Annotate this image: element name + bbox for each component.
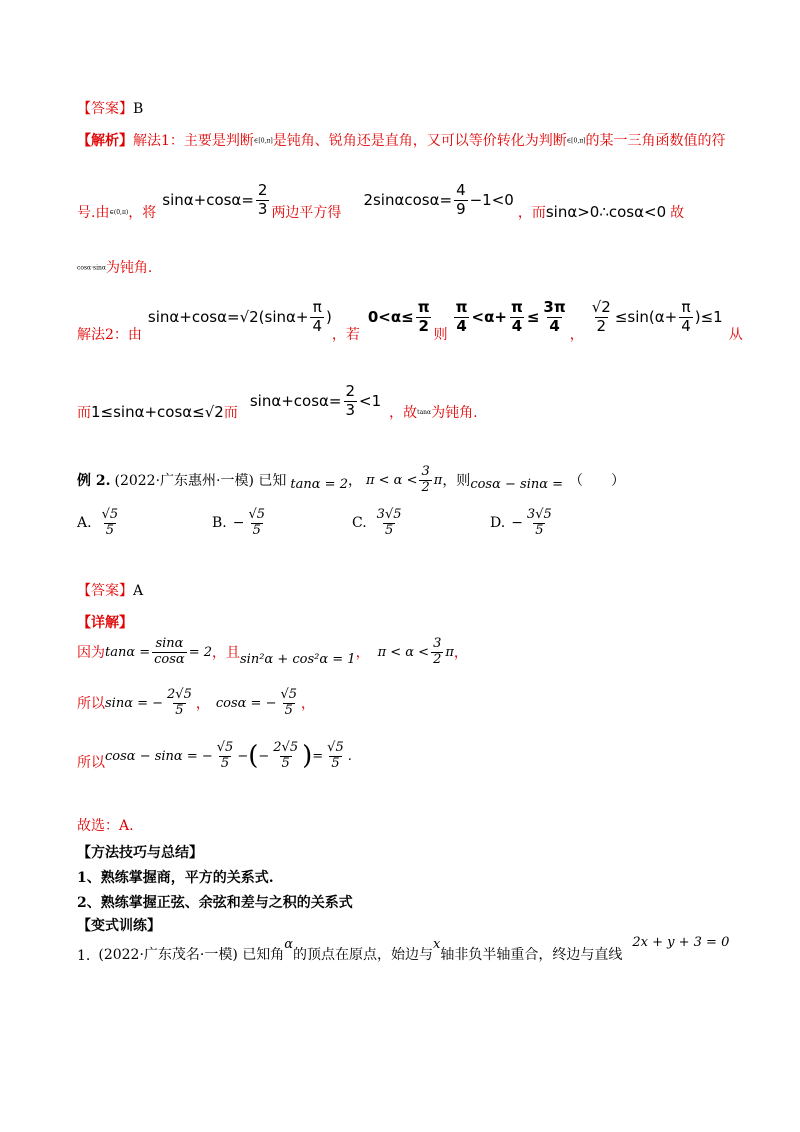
equation: ) xyxy=(326,308,332,326)
detail-text: 所以 xyxy=(77,696,105,713)
analysis-text: 解法1：主要是判断 xyxy=(133,133,254,149)
answer-label: 【答案】 xyxy=(77,101,133,117)
example2-stem xyxy=(77,465,625,496)
frac-den: 5 xyxy=(175,702,184,718)
inline-math: ∈(0,π) xyxy=(109,208,129,216)
question-text: (2022·广东茂名·一模) 已知角 xyxy=(98,947,285,963)
inline-math: tanα xyxy=(417,408,432,416)
choice-letter: B. xyxy=(212,515,227,532)
frac-den: 5 xyxy=(220,755,230,771)
answer-value: B xyxy=(133,101,144,117)
frac-num: 2 xyxy=(345,382,356,401)
equation: − xyxy=(237,748,249,764)
method2-line-2 xyxy=(77,380,478,422)
analysis-text: ，若 xyxy=(331,327,360,343)
frac-den: 5 xyxy=(105,522,114,538)
answer-value: A xyxy=(133,583,144,599)
question-number: 1. xyxy=(77,948,91,964)
analysis-text: 从 xyxy=(728,327,743,343)
inline-math: 2x + y + 3 = 0 xyxy=(632,935,730,950)
frac-num: √5 xyxy=(248,507,266,522)
equation: ≤ xyxy=(526,308,540,326)
frac-den: 2 xyxy=(596,316,607,335)
answer-line-1 xyxy=(77,98,143,118)
example-text: ，则 xyxy=(442,473,471,490)
frac-num: √5 xyxy=(101,507,119,522)
analysis-text: 解法2：由 xyxy=(77,327,142,343)
inline-math: α xyxy=(284,937,294,952)
inline-math: ∈[0,π] xyxy=(253,137,273,145)
equation: 1≤sinα+cosα≤√2 xyxy=(91,403,224,421)
equation: π xyxy=(445,644,454,660)
fraction xyxy=(278,688,299,719)
equation: 0<α≤ xyxy=(367,308,414,326)
frac-den: 3 xyxy=(345,400,356,419)
fraction xyxy=(454,182,468,218)
analysis-line-2 xyxy=(77,178,684,222)
frac-den: 5 xyxy=(535,522,544,538)
equation: . xyxy=(347,748,352,764)
analysis-text: 而 xyxy=(223,405,238,421)
practice-question-1 xyxy=(77,935,730,964)
detail-line-3 xyxy=(77,740,352,772)
frac-num: √2 xyxy=(591,298,611,317)
frac-num: sinα xyxy=(155,636,184,651)
equation: π < α < xyxy=(377,644,430,660)
frac-den: 9 xyxy=(456,199,466,218)
fraction xyxy=(246,508,267,539)
frac-den: 5 xyxy=(284,702,293,718)
frac-num: 3√5 xyxy=(376,507,402,522)
frac-den: 4 xyxy=(681,316,691,335)
fraction xyxy=(419,465,431,496)
fraction xyxy=(541,299,567,335)
summary-item-2: 2、熟练掌握正弦、余弦和差与之积的关系式 xyxy=(77,895,353,911)
question-text: 轴非负半轴重合，终边与直线 xyxy=(440,947,623,963)
choice-c[interactable] xyxy=(352,508,406,539)
choice-letter: C. xyxy=(352,515,367,532)
frac-num: 3π xyxy=(543,298,566,317)
method2-line xyxy=(77,290,743,344)
equation: = xyxy=(312,748,324,764)
detail-text: 所以 xyxy=(77,755,105,771)
equation: ≤sin(α+ xyxy=(614,308,678,326)
fraction xyxy=(256,182,270,218)
frac-num: 3√5 xyxy=(526,507,552,522)
fraction xyxy=(271,741,300,772)
practice-title: 【变式训练】 xyxy=(77,918,161,934)
analysis-text: ， xyxy=(569,327,584,343)
fraction xyxy=(431,637,443,668)
answer-label: 【答案】 xyxy=(77,583,133,599)
inline-math: cosα·sinα xyxy=(77,264,106,272)
detail-text: ，且 xyxy=(212,645,241,662)
equation: = 2 xyxy=(188,644,213,660)
frac-num: 2√5 xyxy=(273,739,299,755)
frac-num: 3 xyxy=(421,464,430,479)
analysis-text: 而 xyxy=(77,405,91,421)
equation: cosα = − xyxy=(215,695,277,711)
equation: sinα = − xyxy=(105,695,164,711)
frac-num: 4 xyxy=(456,181,466,200)
frac-num: 2√5 xyxy=(167,687,192,702)
analysis-line-3 xyxy=(77,257,152,277)
fraction xyxy=(525,508,554,539)
equation: − xyxy=(258,748,270,764)
detail-line-2 xyxy=(77,688,315,719)
analysis-text: ，而 xyxy=(517,205,546,221)
frac-den: 5 xyxy=(331,755,340,771)
equation: sinα+cosα=√2(sinα+ xyxy=(147,308,309,326)
analysis-text: 为钝角. xyxy=(105,260,153,276)
paren: ( xyxy=(248,741,259,771)
frac-num: 2 xyxy=(257,181,268,200)
choice-sign: − xyxy=(232,515,245,532)
frac-num: √5 xyxy=(327,739,344,755)
frac-den: 4 xyxy=(511,316,523,335)
analysis-text: 则 xyxy=(433,327,448,343)
frac-den: 5 xyxy=(384,522,394,538)
equation: sinα>0∴cosα<0 xyxy=(545,203,667,221)
frac-den: 5 xyxy=(252,522,261,538)
frac-num: 3 xyxy=(433,636,442,651)
paren: ) xyxy=(302,741,313,771)
example-text: (2022·广东惠州·一模) 已知 xyxy=(114,473,287,490)
analysis-text: 为钝角. xyxy=(431,405,478,421)
equation: π < α < xyxy=(365,472,418,488)
fraction xyxy=(325,741,346,772)
example-text: ， xyxy=(347,473,362,490)
summary-item-1: 1、熟练掌握商，平方的关系式. xyxy=(77,870,274,886)
detail-text: 因为 xyxy=(77,645,105,662)
analysis-text: 故 xyxy=(670,205,685,221)
frac-num: π xyxy=(510,298,523,317)
equation: tanα = xyxy=(105,644,151,660)
analysis-text: 是钝角、锐角还是直角，又可以等价转化为判断 xyxy=(272,133,567,149)
analysis-text: 号.由 xyxy=(77,205,110,221)
fraction xyxy=(416,299,432,335)
inline-math: ∈[0,π] xyxy=(566,137,586,145)
choose-line: 故选：A. xyxy=(77,818,134,834)
choice-letter: A. xyxy=(77,515,92,532)
choice-a[interactable] xyxy=(77,508,122,539)
detail-text: ， xyxy=(355,645,370,662)
fraction xyxy=(165,688,194,719)
frac-num: π xyxy=(455,298,468,317)
fraction xyxy=(344,383,358,419)
analysis-label: 【解析】 xyxy=(77,133,133,149)
analysis-line-1 xyxy=(77,130,726,150)
frac-den: 4 xyxy=(312,316,323,335)
analysis-text: ，将 xyxy=(128,205,157,221)
frac-den: 2 xyxy=(421,479,430,495)
frac-num: π xyxy=(417,298,430,317)
equation: <1 xyxy=(359,392,382,410)
frac-den: 4 xyxy=(456,316,467,335)
frac-den: 4 xyxy=(549,316,560,335)
equation: −1<0 xyxy=(469,191,514,209)
frac-den: 3 xyxy=(257,199,268,218)
fraction xyxy=(375,508,404,539)
frac-den: 2 xyxy=(418,316,429,335)
equation: 2sinαcosα= xyxy=(363,191,453,209)
fraction xyxy=(215,741,236,772)
fraction xyxy=(100,508,121,539)
choice-d[interactable] xyxy=(490,508,556,539)
summary-title: 【方法技巧与总结】 xyxy=(77,845,203,861)
frac-den: 2 xyxy=(433,651,442,667)
frac-num: π xyxy=(312,298,322,317)
fraction xyxy=(590,299,613,335)
detail-text: ， xyxy=(301,696,316,713)
example-label: 例 2. xyxy=(77,473,111,490)
frac-num: π xyxy=(681,298,691,317)
answer-blank: （ ） xyxy=(569,473,626,490)
question-text: 的顶点在原点，始边与 xyxy=(293,947,434,963)
frac-den: cosα xyxy=(154,651,185,667)
equation: )≤1 xyxy=(694,308,723,326)
detail-label: 【详解】 xyxy=(77,615,133,631)
frac-num: √5 xyxy=(216,739,234,755)
equation: π xyxy=(433,472,443,488)
analysis-text: 的某一三角函数值的符 xyxy=(585,133,726,149)
detail-line-1 xyxy=(77,637,468,668)
analysis-text: 两边平方得 xyxy=(271,205,342,221)
detail-text: ， xyxy=(453,645,468,662)
equation: sinα+cosα= xyxy=(162,191,254,209)
frac-num: √5 xyxy=(280,687,298,702)
analysis-text: ，故 xyxy=(389,405,418,421)
choice-letter: D. xyxy=(490,515,506,532)
frac-den: 5 xyxy=(281,755,290,771)
choice-sign: − xyxy=(511,515,523,532)
choice-b[interactable] xyxy=(212,508,269,539)
equation: tanα = 2 xyxy=(290,476,348,492)
equation: sinα+cosα= xyxy=(249,392,342,410)
equation: <α+ xyxy=(471,308,507,326)
fraction xyxy=(679,299,693,335)
answer-line-2 xyxy=(77,580,143,600)
fraction xyxy=(509,299,525,335)
fraction xyxy=(454,299,470,335)
fraction xyxy=(310,299,324,335)
equation: sin²α + cos²α = 1 xyxy=(240,651,356,667)
equation: cosα − sinα = − xyxy=(105,748,213,764)
inline-math: x xyxy=(433,937,441,952)
fraction xyxy=(152,637,187,668)
equation: cosα − sinα = xyxy=(470,476,564,492)
detail-text: ， xyxy=(195,696,210,713)
